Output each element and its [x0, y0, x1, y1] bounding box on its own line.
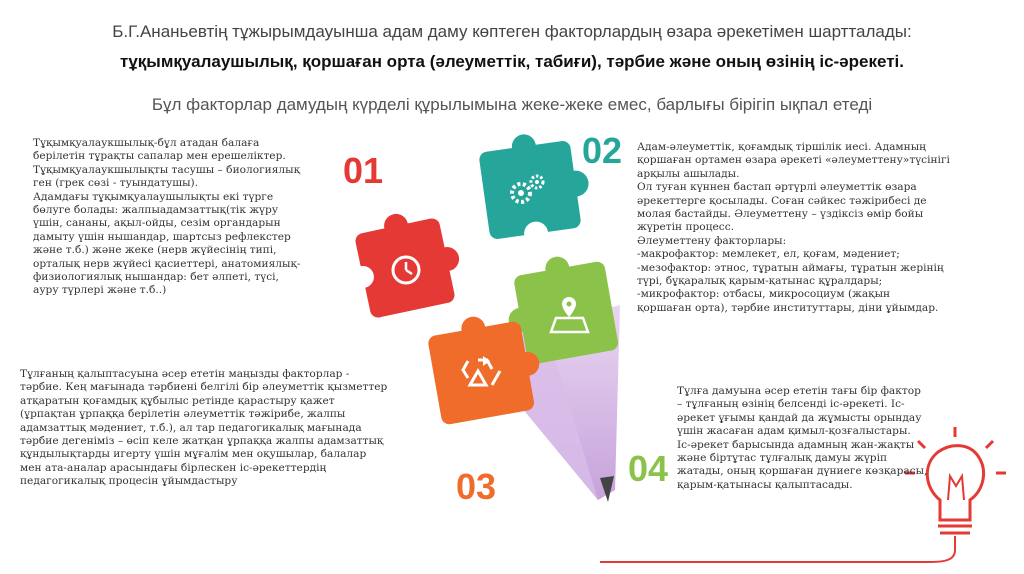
- activity-text-block: Тұлға дамуына әсер ететін тағы бір фактор – тұлғаның өзінің белсенді іс-әрекеті. Іс- әрекет ұғымы қандай да жұмысты орындау үшін жасаған адам қимыл-қозғалыстары. Іс-әрекет барысында адамның жан-жақты және біртұтас тұлғалық дамуы жүріп жатады, оның қоршаған дүниеге көзқарасы, қарым-қатынасы қалыптасады.: [677, 385, 928, 491]
- socialization-text-block: Адам-әлеуметтік, қоғамдық тіршілік иесі. Адамның қоршаған ортамен өзара әрекеті «әлеуметтену»түсінігі арқылы ашылады. Ол туған күннен бастап әртүрлі әлеуметтік өзара әрекеттерге қосылады. Соған сәйкес тәжірибесі де молая бастайды. Әлеуметтену – үздіксіз өмір бойы жүретін процесс. Әлеуметтену факторлары: -макрофактор: мемлекет, ел, қоғам, мәдениет; -мезофактор: этнос, тұратын аймағы, тұратын жерінің түрі, бұқаралық қарым-қатынас құралдары; -микрофактор: отбасы, микросоциум (жақын қоршаған орта), тәрбие институттары, діни ұйымдар.: [637, 141, 950, 314]
- factor-number-04: 04: [628, 448, 669, 489]
- header-line-1: Б.Г.Ананьевтің тұжырымдауынша адам даму көптеген факторлардың өзара әрекетімен шартталады:: [112, 22, 912, 41]
- factor-number-01: 01: [343, 150, 384, 191]
- factor-number-02: 02: [582, 130, 623, 171]
- header-line-2: тұқымқуалаушылық, қоршаған орта (әлеуметтік, табиғи), тәрбие және оның өзінің іс-әрекеті.: [120, 52, 904, 71]
- factor-number-03: 03: [456, 466, 497, 507]
- header-line-3: Бұл факторлар дамудың күрделі құрылымына жеке-жеке емес, барлығы бірігіп ықпал етеді: [151, 95, 873, 114]
- heredity-text-block: Тұқымқуалаукшылық-бұл атадан балаға берілетін тұрақты сапалар мен ерешеліктер. Тұқымқуалаукшылықты тасушы – биологиялық ген (грек сөзі - туындатушы). Адамдағы тұқымқуалаушылықты екі түрге бөлуге болады: жалпыадамзаттық(тік жүру үшін, сананы, ақыл-ойды, сезім органдарын дамыту үшін нышандар, шартсыз рефлекстер және т.б.) және жеке (нерв жүйесінің типі, орталық нерв жүйесі қасиеттері, анатомиялық- физиологиялық нышандар: бет әлпеті, түсі, ауру түрлері және т.б..): [33, 137, 301, 297]
- puzzle-piece-red: [341, 203, 468, 322]
- upbringing-text-block: Тұлғаның қалыптасуына әсер ететін маңызды факторлар - тәрбие. Кең мағынада тәрбиені белгілі бір әлеуметтік қызметтер атқаратын қоғамдық құбылыс ретінде қарастыру қажет (ұрпақтан ұрпаққа берілетін әлеуметтік тәжірибе, жалпы адамзаттық мәдениет, т.б.), ал тар педагогикалық мағынада тәрбие дегеніміз – өсіп келе жатқан ұрпаққа жалпы адамзаттық құндылықтарды игерту үшін мұғалім мен оқушылар, балалар мен ата-аналар арасындағы бірлескен іс-әрекеттердің педагогикалық процесін ұйымдастыру: [20, 368, 388, 488]
